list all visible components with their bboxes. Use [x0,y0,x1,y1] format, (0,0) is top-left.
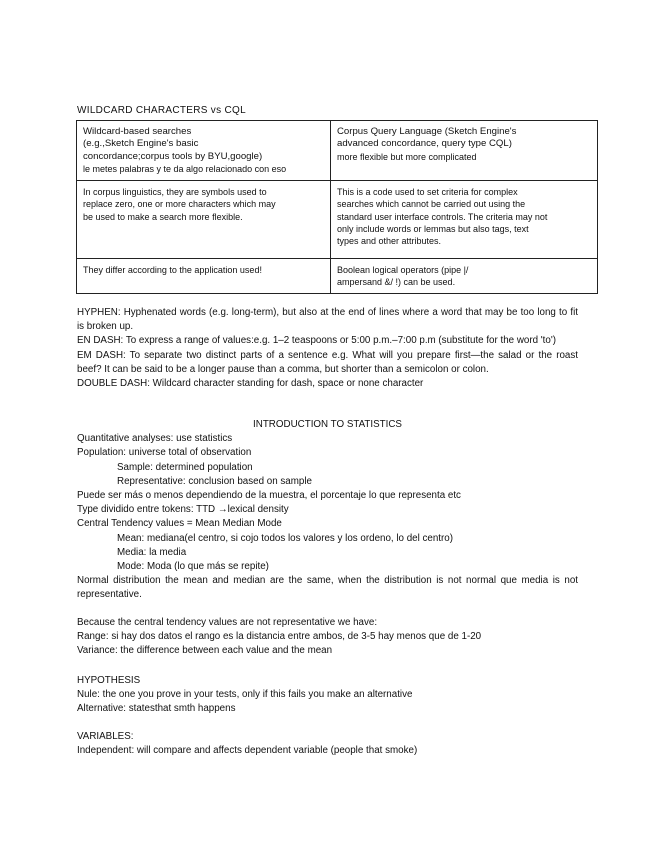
cell-text: Boolean logical operators (pipe |/ [337,265,469,275]
stats-line: Variance: the difference between each value and the mean [77,645,333,657]
dispersion-section [77,616,578,659]
cell-text: searches which cannot be carried out using the [337,199,526,210]
cell-text: more flexible but more complicated [337,151,477,162]
table-cell [331,181,598,259]
cell-text: They differ according to the application used! [83,265,262,275]
stats-line: Population: universe total of observation [77,447,252,459]
hyphen-paragraph: HYPHEN: Hyphenated words (e.g. long-term), but also at the end of lines where a word that may be too long to fit is broken up. [77,307,578,333]
en-dash-paragraph: EN DASH: To express a range of values:e.g. 1–2 teaspoons or 5:00 p.m.–7:00 p.m (substitute for the word 'to') [77,335,556,347]
table-cell [331,121,598,181]
table-row [77,181,598,259]
variables-section [77,730,578,758]
variables-line: Independent: will compare and affects dependent variable (people that smoke) [77,745,418,757]
stats-line: Quantitative analyses: use statistics [77,433,233,445]
hypothesis-line: Nule: the one you prove in your tests, only if this fails you make an alternative [77,689,413,701]
comparison-table [76,120,598,294]
stats-line: Representative: conclusion based on sample [117,475,312,487]
stats-line: Central Tendency values = Mean Median Mode [77,518,282,530]
cell-text: concordance;corpus tools by BYU,google) [83,150,263,162]
stats-line: Sample: determined population [117,461,253,473]
table-cell [77,181,331,259]
cell-text: replace zero, one or more characters which may [83,199,276,210]
cell-text: be used to make a search more flexible. [83,211,243,222]
table-cell [331,259,598,294]
cell-text: Corpus Query Language (Sketch Engine's [337,126,517,137]
cell-text: Wildcard-based searches [83,126,192,137]
dash-definitions [77,306,578,391]
statistics-section [77,418,578,603]
stats-line: Because the central tendency values are not representative we have: [77,617,378,628]
variables-title: VARIABLES: [77,731,134,742]
stats-line: Mode: Moda (lo que más se repite) [117,561,269,573]
cell-text: advanced concordance, query type CQL) [337,138,512,150]
statistics-title: INTRODUCTION TO STATISTICS [253,419,402,430]
double-dash-paragraph: DOUBLE DASH: Wildcard character standing for dash, space or none character [77,378,424,390]
cell-text: (e.g.,Sketch Engine's basic [83,138,199,150]
stats-line: Puede ser más o menos dependiendo de la muestra, el porcentaje lo que representa etc [77,490,461,502]
table-cell [77,121,331,181]
stats-line: Normal distribution the mean and median are the same, when the distribution is not normal que media is not representative. [77,575,578,601]
stats-line: Type dividido entre tokens: TTD →lexical density [77,504,289,516]
cell-text: only include words or lemmas but also tags, text [337,223,529,234]
hypothesis-section [77,674,578,717]
em-dash-paragraph: EM DASH: To separate two distinct parts of a sentence e.g. What will you prepare first—the salad or the roast beef? It can be said to be a longer pause than a comma, but shorter than a semicolon or colon. [77,349,578,375]
cell-text: standard user interface controls. The criteria may not [337,211,548,222]
stats-line: Media: la media [117,546,187,558]
cell-text: This is a code used to set criteria for complex [337,187,518,197]
table-row [77,259,598,294]
stats-line: Mean: mediana(el centro, si cojo todos los valores y los ordeno, lo del centro) [117,532,453,544]
wildcard-heading: WILDCARD CHARACTERS vs CQL [77,105,246,116]
table-cell [77,259,331,294]
table-row [77,121,598,181]
cell-text: le metes palabras y te da algo relacionado con eso [83,163,287,174]
cell-text: In corpus linguistics, they are symbols used to [83,187,267,197]
hypothesis-line: Alternative: statesthat smth happens [77,703,236,715]
stats-line: Range: si hay dos datos el rango es la distancia entre ambos, de 3-5 hay menos que de 1-20 [77,631,482,643]
cell-text: ampersand &/ !) can be used. [337,277,456,288]
cell-text: types and other attributes. [337,236,442,247]
hypothesis-title: HYPOTHESIS [77,675,141,686]
